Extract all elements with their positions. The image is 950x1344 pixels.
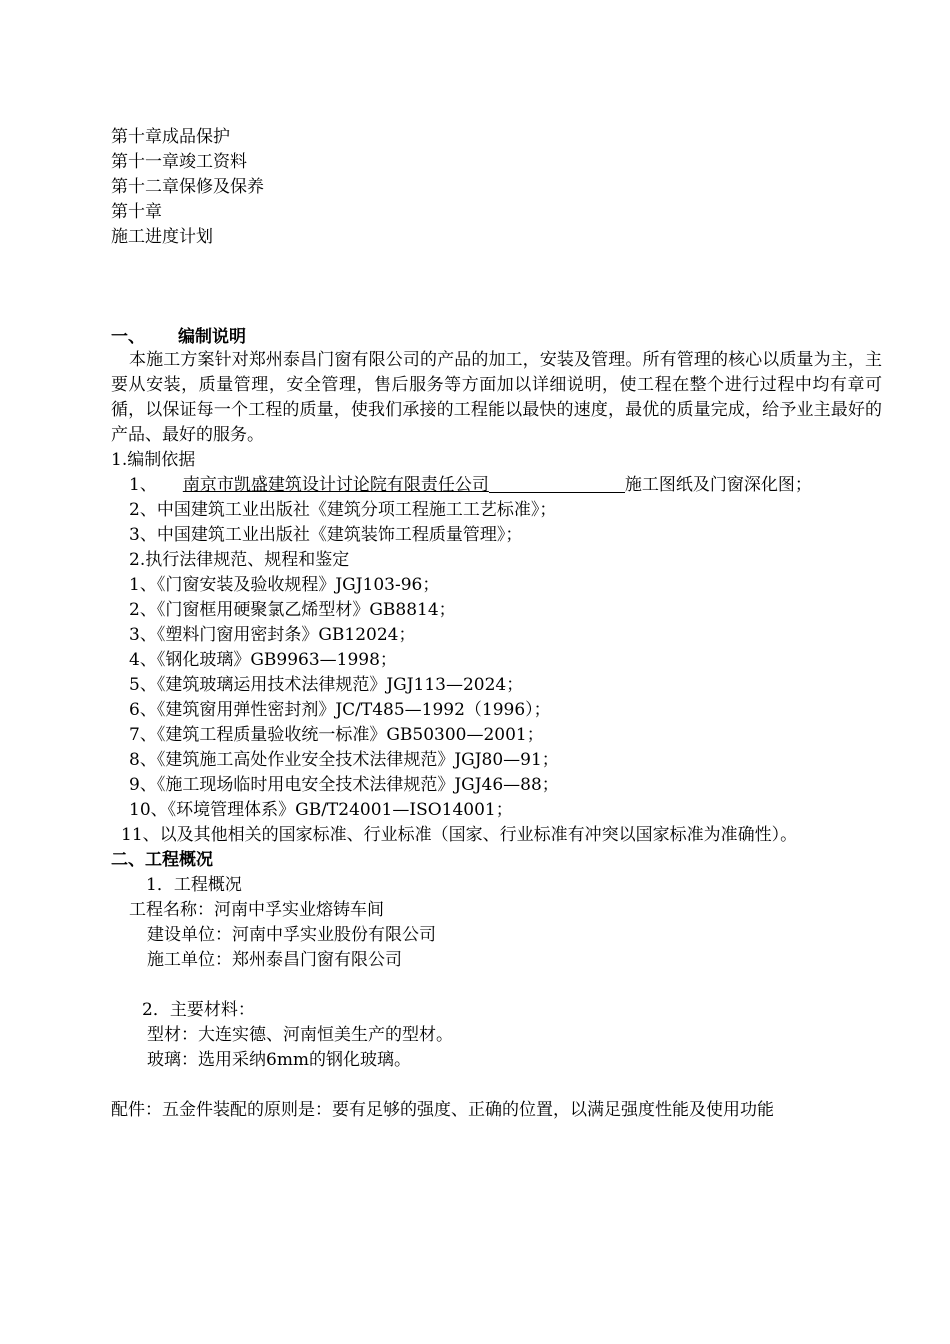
law-item: 3、《塑料门窗用密封条》GB12024； [129, 625, 416, 645]
basis-heading: 1.编制依据 [111, 450, 196, 470]
material-glass: 玻璃：选用采纳6mm的钢化玻璃。 [147, 1050, 412, 1070]
client-unit: 建设单位：河南中孚实业股份有限公司 [147, 925, 436, 945]
basis-item-3: 3、中国建筑工业出版社《建筑装饰工程质量管理》； [129, 525, 523, 545]
contractor-unit: 施工单位：郑州泰昌门窗有限公司 [147, 950, 402, 970]
material-hardware: 配件：五金件装配的原则是：要有足够的强度、正确的位置，以满足强度性能及使用功能 [111, 1100, 774, 1120]
section1-number: 一、 [111, 327, 145, 347]
law-item: 5、《建筑玻璃运用技术法律规范》JGJ113—2024； [129, 675, 524, 695]
basis-item-1-prefix: 1、 [129, 475, 157, 495]
toc-line-ch10-repeat: 第十章 [111, 202, 162, 222]
law-item: 8、《建筑施工高处作业安全技术法律规范》JGJ80—91； [129, 750, 559, 770]
basis-item-1-blank [489, 474, 625, 493]
law-item: 1、《门窗安装及验收规程》JGJ103-96； [129, 575, 440, 595]
section1-title: 编制说明 [178, 327, 246, 347]
basis-item-1 [129, 473, 812, 498]
overview-heading: 1．工程概况 [146, 875, 242, 895]
basis-item-1-company: 南京市凯盛建筑设计讨论院有限责任公司 [182, 475, 489, 495]
toc-line-ch12: 第十二章保修及保养 [111, 177, 264, 197]
law-item: 10、《环境管理体系》GB/T24001—ISO14001； [129, 800, 513, 820]
toc-line-schedule: 施工进度计划 [111, 227, 213, 247]
toc-line-ch11: 第十一章竣工资料 [111, 152, 247, 172]
law-item: 7、《建筑工程质量验收统一标准》GB50300—2001； [129, 725, 544, 745]
materials-heading: 2．主要材料： [142, 1000, 255, 1020]
law-item: 2、《门窗框用硬聚氯乙烯型材》GB8814； [129, 600, 456, 620]
law-item: 6、《建筑窗用弹性密封剂》JC/T485—1992（1996）； [129, 700, 551, 720]
basis-item-1-suffix: 施工图纸及门窗深化图； [624, 475, 812, 495]
law-item: 9、《施工现场临时用电安全技术法律规范》JGJ46—88； [129, 775, 559, 795]
law-item: 11、以及其他相关的国家标准、行业标准（国家、行业标准有冲突以国家标准为准确性）。 [121, 825, 798, 845]
basis-item-2: 2、中国建筑工业出版社《建筑分项工程施工工艺标准》； [129, 500, 557, 520]
project-name: 工程名称：河南中孚实业熔铸车间 [129, 900, 384, 920]
laws-heading: 2.执行法律规范、规程和鉴定 [129, 550, 350, 570]
section2-title: 二、工程概况 [111, 850, 213, 870]
toc-line-ch10: 第十章成品保护 [111, 127, 230, 147]
material-profile: 型材：大连实德、河南恒美生产的型材。 [147, 1025, 453, 1045]
law-item: 4、《钢化玻璃》GB9963—1998； [129, 650, 397, 670]
section1-paragraph: 本施工方案针对郑州泰昌门窗有限公司的产品的加工，安装及管理。所有管理的核心以质量为主，主要从安装，质量管理，安全管理，售后服务等方面加以详细说明，使工程在整个进行过程中均有章可循，以保证每一个工程的质量，使我们承接的工程能以最快的速度，最优的质量完成，给予业主最好的产品、最好的服务。 [111, 350, 882, 445]
